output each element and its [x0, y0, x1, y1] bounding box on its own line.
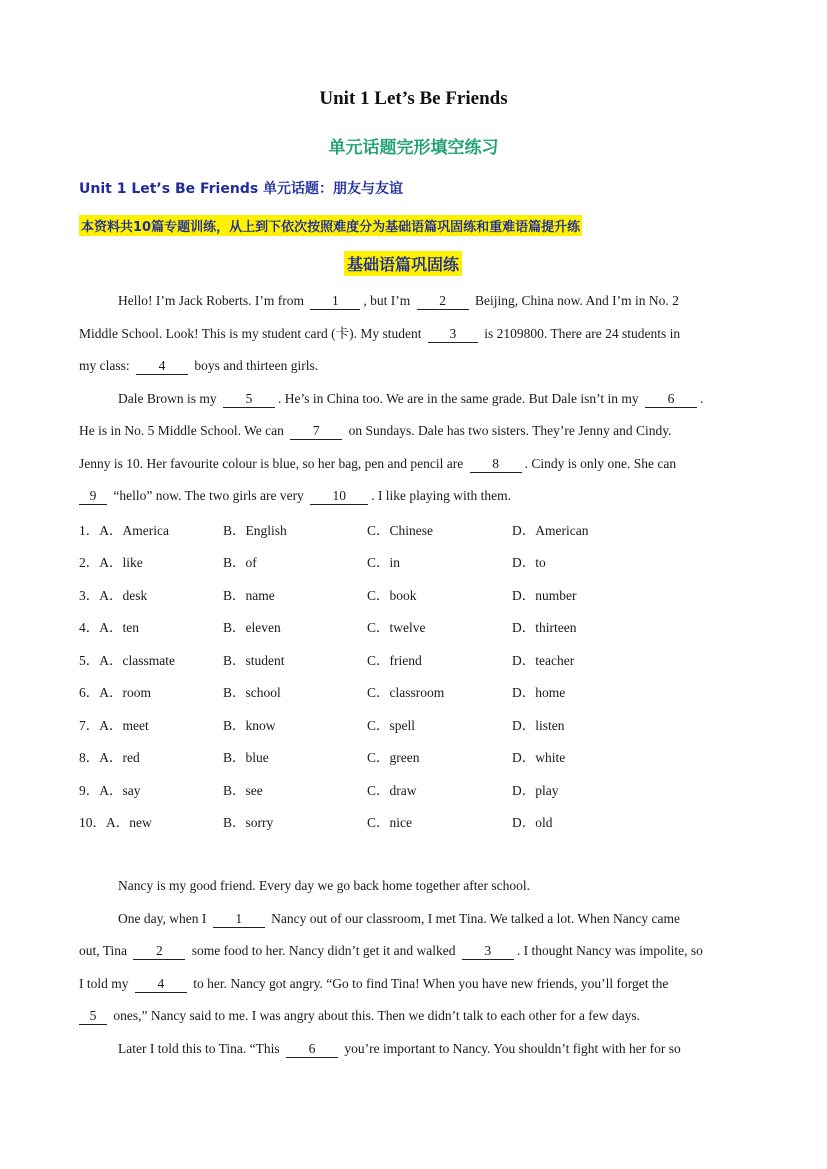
passage-text: Beijing, China now. And I’m in No. 2 [474, 293, 679, 308]
passage-text: Middle School. Look! This is my student card (卡). My student [79, 326, 422, 341]
option-b[interactable]: B．know [223, 718, 276, 733]
passage-text: Jenny is 10. Her favourite colour is blue, so her bag, pen and pencil are [79, 456, 464, 471]
passage-text: out, Tina [79, 943, 128, 958]
passage-text: , but I’m [363, 293, 411, 308]
passage-text: . Cindy is only one. She can [524, 456, 677, 471]
option-a[interactable]: 10．A．new [79, 815, 152, 830]
answer-blank[interactable]: 3 [428, 326, 478, 343]
option-c[interactable]: C．classroom [367, 685, 445, 700]
option-b[interactable]: B．blue [223, 750, 269, 765]
passage1-line [79, 324, 749, 344]
passage2-line [79, 941, 749, 961]
question-row [79, 746, 749, 766]
answer-blank[interactable]: 4 [136, 358, 188, 375]
option-a[interactable]: 6．A．room [79, 685, 151, 700]
option-b[interactable]: B．of [223, 555, 257, 570]
option-d[interactable]: D．listen [512, 718, 565, 733]
option-a[interactable]: 8．A．red [79, 750, 140, 765]
passage-text: is 2109800. There are 24 students in [484, 326, 681, 341]
passage-text: boys and thirteen girls. [194, 358, 319, 373]
passage2-line [79, 974, 749, 994]
passage1-line [118, 291, 748, 311]
option-a[interactable]: 2．A．like [79, 555, 143, 570]
passage-text: . He’s in China too. We are in the same grade. But Dale isn’t in my [278, 391, 639, 406]
answer-blank[interactable]: 6 [645, 391, 697, 408]
answer-blank[interactable]: 2 [133, 943, 185, 960]
option-b[interactable]: B．school [223, 685, 281, 700]
answer-blank[interactable]: 7 [290, 423, 342, 440]
passage1-line [79, 356, 749, 376]
option-a[interactable]: 7．A．meet [79, 718, 149, 733]
question-row [79, 714, 749, 734]
passage-text: . [699, 391, 704, 406]
option-c[interactable]: C．in [367, 555, 401, 570]
passage-text: on Sundays. Dale has two sisters. They’re Jenny and Cindy. [348, 423, 672, 438]
option-b[interactable]: B．student [223, 653, 285, 668]
passage-text: . I thought Nancy was impolite, so [516, 943, 703, 958]
question-row [79, 519, 749, 539]
section-heading: 基础语篇巩固练 [344, 251, 462, 276]
option-a[interactable]: 4．A．ten [79, 620, 139, 635]
question-row [79, 649, 749, 669]
passage2-line: Nancy is my good friend. Every day we go back home together after school. [118, 878, 530, 893]
passage-text: Hello! I’m Jack Roberts. I’m from [118, 293, 304, 308]
passage-text: to her. Nancy got angry. “Go to find Tina! When you have new friends, you’ll forget the [193, 976, 669, 991]
passage1-line [79, 486, 749, 506]
answer-blank[interactable]: 5 [223, 391, 275, 408]
passage1-line [79, 421, 749, 441]
answer-blank[interactable]: 9 [79, 488, 107, 505]
option-a[interactable]: 3．A．desk [79, 588, 148, 603]
option-d[interactable]: D．teacher [512, 653, 575, 668]
passage-text: He is in No. 5 Middle School. We can [79, 423, 284, 438]
passage-text: One day, when I [118, 911, 207, 926]
answer-blank[interactable]: 2 [417, 293, 469, 310]
option-a[interactable]: 5．A．classmate [79, 653, 175, 668]
option-d[interactable]: D．American [512, 523, 589, 538]
option-c[interactable]: C．green [367, 750, 420, 765]
option-b[interactable]: B．eleven [223, 620, 281, 635]
passage-text: my class: [79, 358, 130, 373]
question-row [79, 681, 749, 701]
option-d[interactable]: D．to [512, 555, 546, 570]
passage-text: . I like playing with them. [371, 488, 512, 503]
answer-blank[interactable]: 6 [286, 1041, 338, 1058]
passage-text: some food to her. Nancy didn’t get it and walked [191, 943, 456, 958]
option-c[interactable]: C．nice [367, 815, 412, 830]
option-d[interactable]: D．white [512, 750, 566, 765]
option-b[interactable]: B．sorry [223, 815, 274, 830]
question-row [79, 779, 749, 799]
option-c[interactable]: C．twelve [367, 620, 426, 635]
option-d[interactable]: D．old [512, 815, 553, 830]
unit-topic: Unit 1 Let’s Be Friends 单元话题：朋友与友谊 [79, 181, 404, 197]
passage-text: Later I told this to Tina. “This [118, 1041, 280, 1056]
passage-text: Dale Brown is my [118, 391, 217, 406]
passage2-line [118, 909, 748, 929]
page-subtitle: 单元话题完形填空练习 [328, 138, 499, 158]
option-b[interactable]: B．see [223, 783, 263, 798]
option-c[interactable]: C．spell [367, 718, 416, 733]
option-d[interactable]: D．play [512, 783, 559, 798]
option-c[interactable]: C．friend [367, 653, 422, 668]
passage2-line [118, 1039, 748, 1059]
option-d[interactable]: D．number [512, 588, 577, 603]
option-a[interactable]: 9．A．say [79, 783, 141, 798]
passage-text: I told my [79, 976, 129, 991]
question-row [79, 811, 749, 831]
passage-text: you’re important to Nancy. You shouldn’t fight with her for so [344, 1041, 681, 1056]
question-row [79, 584, 749, 604]
passage-text: Nancy out of our classroom, I met Tina. We talked a lot. When Nancy came [271, 911, 681, 926]
page-title: Unit 1 Let’s Be Friends [319, 88, 508, 109]
answer-blank[interactable]: 1 [213, 911, 265, 928]
question-row [79, 551, 749, 571]
option-c[interactable]: C．Chinese [367, 523, 433, 538]
answer-blank[interactable]: 8 [470, 456, 522, 473]
passage-text: “hello” now. The two girls are very [113, 488, 304, 503]
answer-blank[interactable]: 3 [462, 943, 514, 960]
answer-blank[interactable]: 5 [79, 1008, 107, 1025]
answer-blank[interactable]: 1 [310, 293, 360, 310]
option-c[interactable]: C．book [367, 588, 417, 603]
passage2-line [79, 1006, 749, 1026]
passage1-line [118, 389, 748, 409]
notice-banner: 本资料共10篇专题训练，从上到下依次按照难度分为基础语篇巩固练和重难语篇提升练 [79, 215, 582, 236]
passage1-line [79, 454, 749, 474]
answer-blank[interactable]: 4 [135, 976, 187, 993]
option-a[interactable]: 1．A．America [79, 523, 169, 538]
option-d[interactable]: D．thirteen [512, 620, 577, 635]
option-b[interactable]: B．name [223, 588, 275, 603]
option-b[interactable]: B．English [223, 523, 287, 538]
option-d[interactable]: D．home [512, 685, 566, 700]
passage-text: ones,” Nancy said to me. I was angry about this. Then we didn’t talk to each other for a few days. [113, 1008, 640, 1023]
question-row [79, 616, 749, 636]
option-c[interactable]: C．draw [367, 783, 417, 798]
answer-blank[interactable]: 10 [310, 488, 368, 505]
